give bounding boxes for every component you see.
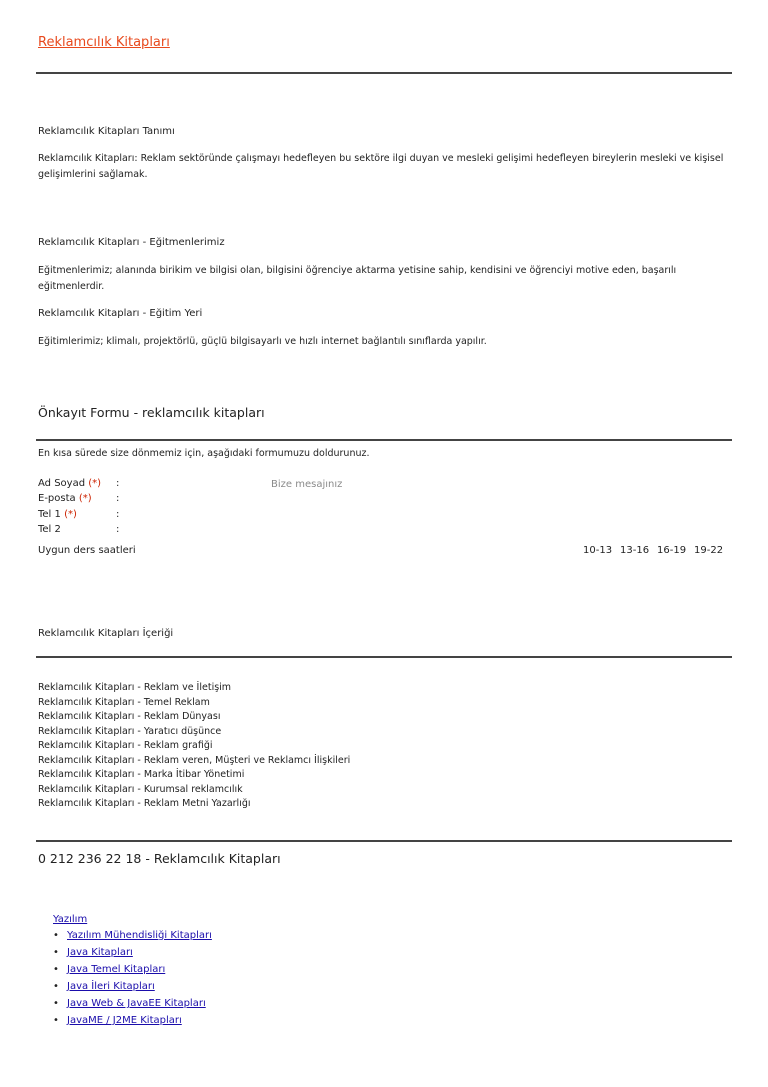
footer-divider [36,840,732,842]
field-colon: : [116,524,120,535]
trainers-heading: Reklamcılık Kitapları - Eğitmenlerimiz [38,237,225,248]
email-label: E-posta [38,493,76,504]
field-colon: : [116,478,120,489]
field-colon: : [116,509,120,520]
related-links [53,914,212,1029]
link-software-engineering[interactable]: Yazılım Mühendisliği Kitapları [67,930,212,941]
category-link[interactable]: Yazılım [53,914,88,925]
tel2-label: Tel 2 [38,524,61,535]
contents-divider [36,656,732,658]
location-text: Eğitimlerimiz; klimalı, projektörlü, güçlü bilgisayarlı ve hızlı internet bağlantılı sınıflarda yapılır. [38,336,487,347]
list-item: Reklamcılık Kitapları - Reklam grafiği [38,740,213,751]
link-java-advanced[interactable]: Java İleri Kitapları [67,981,155,992]
bullet: • [53,1015,59,1026]
required-marker: (*) [78,493,92,504]
trainers-text: Eğitmenlerimiz; alanında birikim ve bilgisi olan, bilgisini öğrenciye aktarma yetisine sahip, kendisini ve öğrenciyi motive eden, başarılı eğitmenlerdir. [38,265,677,292]
site-title-link[interactable]: Reklamcılık Kitapları [38,35,170,50]
link-java-basic[interactable]: Java Temel Kitapları [67,964,166,975]
field-colon: : [116,493,120,504]
link-java[interactable]: Java Kitapları [67,947,133,958]
link-item [53,1012,212,1029]
list-item: Reklamcılık Kitapları - Reklam Metni Yazarlığı [38,798,251,809]
link-item [53,961,212,978]
hour-option-13-16[interactable]: 13-16 [620,545,650,556]
bullet: • [53,964,59,975]
hours-label: Uygun ders saatleri [38,545,136,556]
list-item: Reklamcılık Kitapları - Yaratıcı düşünce [38,725,222,737]
list-item: Reklamcılık Kitapları - Reklam ve İletişim [38,682,232,693]
bullet: • [53,998,59,1009]
link-javame[interactable]: JavaME / J2ME Kitapları [67,1015,182,1026]
link-item [53,995,212,1012]
location-heading: Reklamcılık Kitapları - Eğitim Yeri [38,308,203,319]
email-field-row[interactable] [38,493,120,504]
tel2-field-row[interactable] [38,524,120,535]
form-title: Önkayıt Formu - reklamcılık kitapları [38,405,265,420]
link-item [53,978,212,995]
message-textarea[interactable]: Bize mesajınız [271,479,343,490]
name-label: Ad Soyad [38,478,86,489]
hour-option-16-19[interactable]: 16-19 [657,545,687,556]
required-marker: (*) [88,478,102,489]
contents-heading: Reklamcılık Kitapları İçeriği [38,628,174,639]
hour-option-10-13[interactable]: 10-13 [583,545,613,556]
form-intro: En kısa sürede size dönmemiz için, aşağıdaki formumuzu doldurunuz. [38,448,370,459]
hour-option-19-22[interactable]: 19-22 [694,545,724,556]
link-item [53,927,212,944]
list-item: Reklamcılık Kitapları - Reklam veren, Müşteri ve Reklamcı İlişkileri [38,754,351,766]
form-divider [36,439,732,441]
list-item: Reklamcılık Kitapları - Marka İtibar Yönetimi [38,769,245,780]
list-item: Reklamcılık Kitapları - Kurumsal reklamcılık [38,783,243,795]
name-field-row[interactable] [38,478,120,489]
tel1-label: Tel 1 [38,509,61,520]
tel1-field-row[interactable] [38,509,120,520]
required-marker: (*) [64,509,77,520]
bullet: • [53,947,59,958]
link-java-web[interactable]: Java Web & JavaEE Kitapları [67,998,206,1009]
contents-list [38,681,350,812]
link-item [53,944,212,961]
header-divider [36,72,732,74]
list-item: Reklamcılık Kitapları - Temel Reklam [38,696,210,708]
definition-text: Reklamcılık Kitapları: Reklam sektöründe çalışmayı hedefleyen bu sektöre ilgi duyan ve mesleki gelişimi hedefleyen bireylerin mesleki ve kişisel gelişimlerini sağlamak. [38,153,724,180]
bullet: • [53,981,59,992]
definition-heading: Reklamcılık Kitapları Tanımı [38,126,175,137]
phone-line: 0 212 236 22 18 - Reklamcılık Kitapları [38,851,281,866]
bullet: • [53,930,59,941]
list-item: Reklamcılık Kitapları - Reklam Dünyası [38,711,221,722]
